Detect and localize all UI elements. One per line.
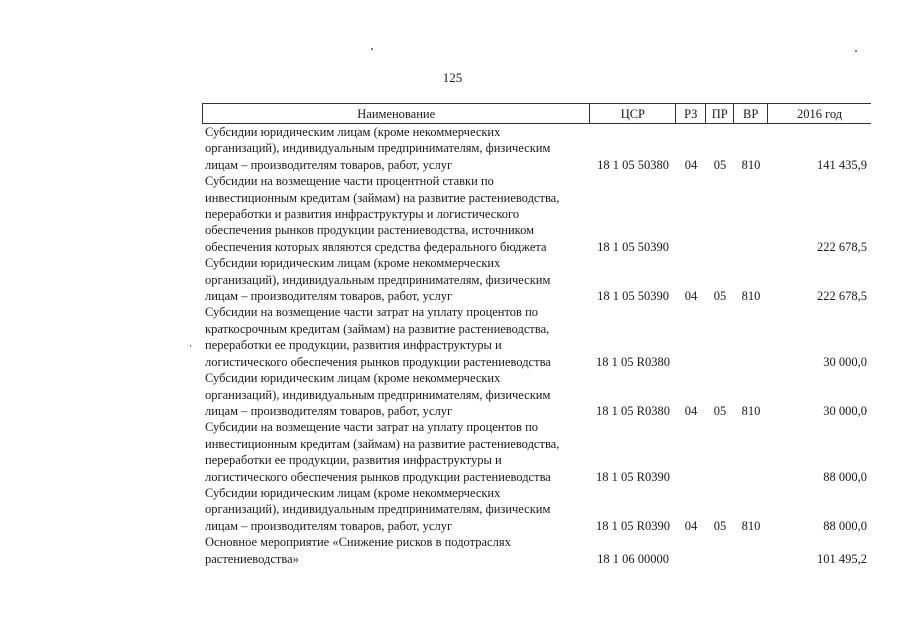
row-name-line: Субсидии юридическим лицам (кроме некоммерческих xyxy=(205,485,501,500)
table-header xyxy=(202,103,871,124)
table-row xyxy=(202,419,871,485)
row-name-line: растениеводства» xyxy=(205,551,299,566)
row-csr: 18 1 05 R0390 xyxy=(596,518,670,533)
row-name-line: обеспечения рынков продукции растениеводства, источником xyxy=(205,223,535,238)
header-vr: ВР xyxy=(734,104,768,123)
row-amount: 30 000,0 xyxy=(823,354,867,369)
row-name xyxy=(202,370,590,419)
row-amount: 222 678,5 xyxy=(817,239,867,254)
row-pr: 05 xyxy=(713,157,727,172)
row-pr: 05 xyxy=(713,289,727,304)
header-name: Наименование xyxy=(203,104,590,123)
row-name-line: организаций), индивидуальным предпринимателям, физическим xyxy=(205,502,551,517)
row-name-line: Субсидии юридическим лицам (кроме некоммерческих xyxy=(205,256,501,271)
row-vr: 810 xyxy=(741,403,761,418)
row-name-line: инвестиционным кредитам (займам) на развитие растениеводства, xyxy=(205,190,560,205)
row-name xyxy=(202,304,590,370)
row-name-line: Основное мероприятие «Снижение рисков в подотраслях xyxy=(205,535,511,550)
row-name-line: обеспечения которых являются средства федерального бюджета xyxy=(205,239,547,254)
row-name xyxy=(202,534,590,567)
row-name xyxy=(202,124,590,173)
table-row xyxy=(202,255,871,304)
row-rz: 04 xyxy=(684,289,698,304)
row-vr: 810 xyxy=(741,157,761,172)
row-name-line: лицам – производителям товаров, работ, услуг xyxy=(205,157,453,172)
header-year: 2016 год xyxy=(796,106,843,121)
row-name xyxy=(202,173,590,255)
row-name-line: лицам – производителям товаров, работ, услуг xyxy=(205,289,453,304)
row-amount: 88 000,0 xyxy=(823,518,867,533)
row-amount: 141 435,9 xyxy=(817,157,867,172)
row-vr: 810 xyxy=(741,518,761,533)
page-number: 125 xyxy=(442,70,463,85)
scan-speck xyxy=(855,50,857,52)
row-name-line: логистического обеспечения рынков продукции растениеводства xyxy=(205,469,551,484)
row-pr: 05 xyxy=(713,518,727,533)
table-body xyxy=(202,124,871,567)
row-name-line: лицам – производителям товаров, работ, услуг xyxy=(205,403,453,418)
row-name-line: Субсидии на возмещение части затрат на уплату процентов по xyxy=(205,305,539,320)
row-name-line: Субсидии на возмещение части затрат на уплату процентов по xyxy=(205,420,539,435)
row-rz: 04 xyxy=(684,157,698,172)
row-amount: 88 000,0 xyxy=(823,469,867,484)
row-name-line: переработки и развития инфраструктуры и логистического xyxy=(205,207,520,222)
row-csr: 18 1 05 50390 xyxy=(597,239,669,254)
header-rz: РЗ xyxy=(676,104,706,123)
table-row xyxy=(202,173,871,255)
table-row xyxy=(202,485,871,534)
row-amount: 222 678,5 xyxy=(817,289,867,304)
row-name xyxy=(202,485,590,534)
row-name-line: Субсидии на возмещение части процентной ставки по xyxy=(205,174,494,189)
header-csr: ЦСР xyxy=(590,104,676,123)
table-row xyxy=(202,534,871,567)
row-pr: 05 xyxy=(713,403,727,418)
row-csr: 18 1 05 R0380 xyxy=(596,354,670,369)
row-name-line: краткосрочным кредитам (займам) на развитие растениеводства, xyxy=(205,321,550,336)
row-csr: 18 1 05 50390 xyxy=(597,289,669,304)
header-pr: ПР xyxy=(706,104,734,123)
row-name-line: переработки ее продукции, развития инфраструктуры и xyxy=(205,453,502,468)
table-row xyxy=(202,124,871,173)
table-row xyxy=(202,304,871,370)
row-name-line: лицам – производителям товаров, работ, услуг xyxy=(205,518,453,533)
row-name-line: переработки ее продукции, развития инфраструктуры и xyxy=(205,338,502,353)
row-name-line: Субсидии юридическим лицам (кроме некоммерческих xyxy=(205,371,501,386)
row-csr: 18 1 05 R0380 xyxy=(596,403,670,418)
row-name-line: организаций), индивидуальным предпринимателям, физическим xyxy=(205,387,551,402)
row-name xyxy=(202,255,590,304)
budget-table xyxy=(202,103,871,567)
row-name-line: логистического обеспечения рынков продукции растениеводства xyxy=(205,354,551,369)
scan-speck xyxy=(371,48,373,50)
row-name-line: Субсидии юридическим лицам (кроме некоммерческих xyxy=(205,125,501,139)
row-amount: 30 000,0 xyxy=(823,403,867,418)
row-name-line: инвестиционным кредитам (займам) на развитие растениеводства, xyxy=(205,436,560,451)
table-row xyxy=(202,370,871,419)
scan-speck xyxy=(190,345,191,347)
row-amount: 101 495,2 xyxy=(817,551,867,566)
row-name-line: организаций), индивидуальным предпринимателям, физическим xyxy=(205,141,551,156)
row-rz: 04 xyxy=(684,518,698,533)
row-name-line: организаций), индивидуальным предпринимателям, физическим xyxy=(205,272,551,287)
row-csr: 18 1 06 00000 xyxy=(597,551,669,566)
row-csr: 18 1 05 50380 xyxy=(597,157,669,172)
row-rz: 04 xyxy=(684,403,698,418)
row-name xyxy=(202,419,590,485)
row-csr: 18 1 05 R0390 xyxy=(596,469,670,484)
row-vr: 810 xyxy=(741,289,761,304)
